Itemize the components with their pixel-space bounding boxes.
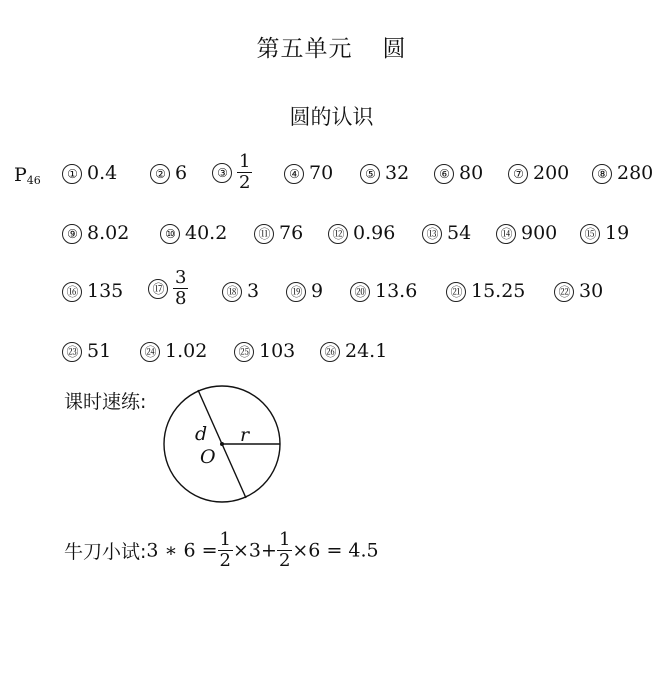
section-title: 圆的认识 — [289, 105, 374, 129]
answer-item: ⑧ 280 — [592, 162, 653, 184]
unit-title — [0, 30, 663, 63]
answer-item: ⑤ 32 — [360, 162, 409, 184]
page-prefix: P — [14, 164, 27, 186]
fraction: $\frac{1}{2}$ — [239, 151, 251, 193]
answer-item: ⑪ 76 — [254, 222, 303, 244]
answer-item: ② 6 — [150, 162, 187, 184]
answer-item: ⑩ 40.2 — [160, 222, 227, 244]
answer-item: ⑫ 0.96 — [328, 222, 395, 244]
expr-mid: ×3+ — [233, 539, 277, 562]
answer-item: ⑭ 900 — [496, 222, 557, 244]
answer-item: ⑳ 13.6 — [350, 280, 417, 302]
fraction: $\frac{3}{8}$ — [175, 267, 187, 309]
answer-item: ㉔ 1.02 — [140, 340, 207, 362]
center-label: O — [200, 446, 216, 468]
practice-label: 课时速练: — [64, 391, 147, 413]
answer-item: ① 0.4 — [62, 162, 117, 184]
answer-item: ㉑ 15.25 — [446, 280, 525, 302]
trial-formula — [64, 530, 379, 571]
answer-item: ⑨ 8.02 — [62, 222, 129, 244]
answer-item: ⑯ 135 — [62, 280, 123, 302]
expr-start: 3 ∗ 6 = — [146, 539, 218, 562]
answer-item: ④ 70 — [284, 162, 333, 184]
circle-diagram — [160, 384, 286, 506]
answer-item: ⑬ 54 — [422, 222, 471, 244]
trial-label: 牛刀小试: — [64, 541, 147, 563]
answer-item: ⑮ 19 — [580, 222, 629, 244]
fraction: $\frac{1}{2}$ — [278, 529, 291, 571]
radius-label: r — [240, 424, 250, 446]
answer-item: ⑱ 3 — [222, 280, 259, 302]
unit-label: 第五单元 — [256, 36, 353, 62]
answer-item: ㉓ 51 — [62, 340, 111, 362]
answer-item: ⑲ 9 — [286, 280, 323, 302]
diameter-label: d — [195, 423, 208, 445]
expr-end: ×6 = 4.5 — [292, 539, 379, 562]
answer-item: ㉕ 103 — [234, 340, 295, 362]
answer-item: ⑥ 80 — [434, 162, 483, 184]
page-reference — [14, 164, 41, 187]
answer-item: ③ $\frac{1}{2}$ — [212, 152, 252, 193]
answer-item: ⑰ $\frac{3}{8}$ — [148, 268, 188, 309]
answer-item: ⑦ 200 — [508, 162, 569, 184]
center-point — [220, 442, 224, 446]
answer-item: ㉒ 30 — [554, 280, 603, 302]
answer-item: ㉖ 24.1 — [320, 340, 387, 362]
fraction: $\frac{1}{2}$ — [219, 529, 231, 571]
unit-topic: 圆 — [382, 36, 407, 62]
page-number: 46 — [26, 174, 41, 187]
